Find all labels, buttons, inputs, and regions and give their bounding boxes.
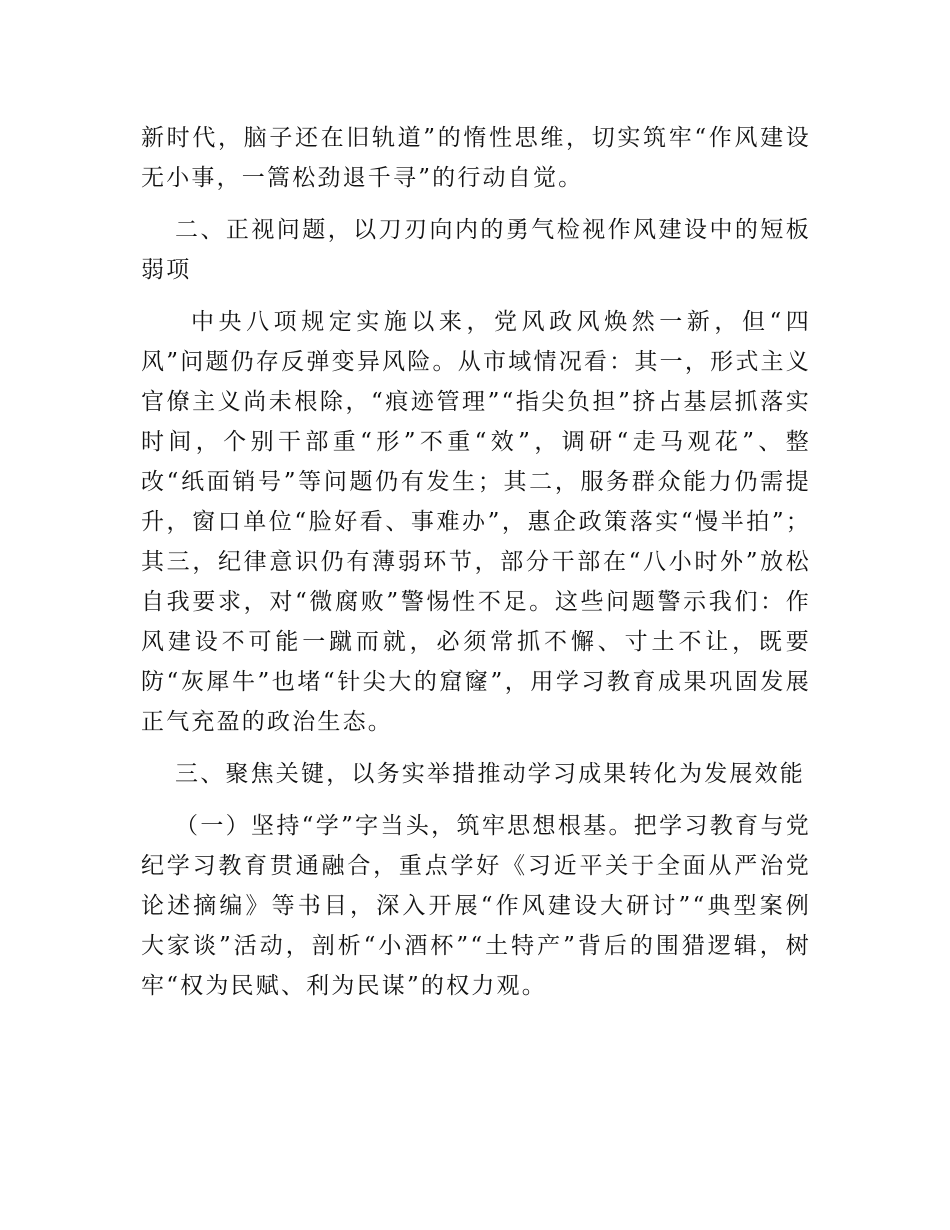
document-body — [141, 118, 811, 1006]
paragraph-continuation: 新时代，脑子还在旧轨道”的惰性思维，切实筑牢“作风建设无小事，一篙松劲退千寻”的行动自觉。 — [141, 125, 811, 191]
paragraph-study: （一）坚持“学”字当头，筑牢思想根基。把学习教育与党纪学习教育贯通融合，重点学好《习近平关于全面从严治党论述摘编》等书目，深入开展“作风建设大研讨”“典型案例大家谈”活动，剖析“小酒杯”“土特产”背后的围猎逻辑，树牢“权为民赋、利为民谋”的权力观。 — [141, 813, 811, 999]
paragraph-problems: 中央八项规定实施以来，党风政风焕然一新，但“四风”问题仍存反弹变异风险。从市域情况看：其一，形式主义官僚主义尚未根除，“痕迹管理”“指尖负担”挤占基层抓落实时间，个别干部重“形”不重“效”，调研“走马观花”、整改“纸面销号”等问题仍有发生；其二，服务群众能力仍需提升，窗口单位“脸好看、事难办”，惠企政策落实“慢半拍”；其三，纪律意识仍有薄弱环节，部分干部在“八小时外”放松自我要求，对“微腐败”警惕性不足。这些问题警示我们：作风建设不可能一蹴而就，必须常抓不懈、寸土不让，既要防“灰犀牛”也堵“针尖大的窟窿”，用学习教育成果巩固发展正气充盈的政治生态。 — [141, 309, 811, 735]
section-heading-3: 三、聚焦关键，以务实举措推动学习成果转化为发展效能 — [175, 761, 805, 787]
section-heading-2: 二、正视问题，以刀刃向内的勇气检视作风建设中的短板弱项 — [141, 217, 811, 283]
